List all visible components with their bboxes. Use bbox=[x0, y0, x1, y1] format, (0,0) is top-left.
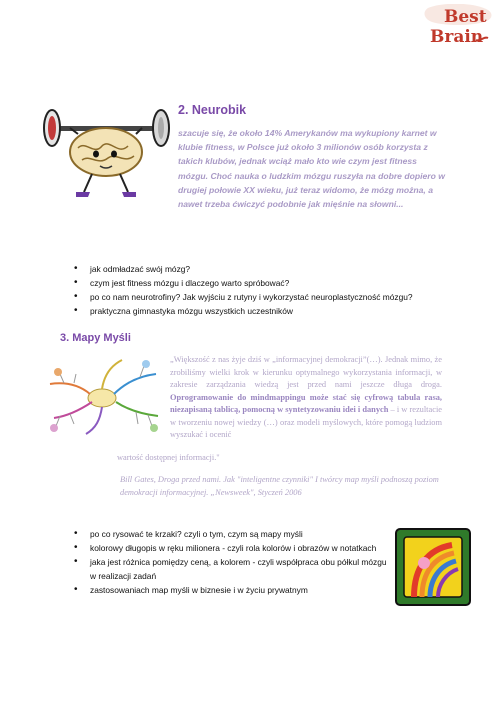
svg-text:Brain: Brain bbox=[430, 27, 484, 47]
list-item: • po co nam neurotrofiny? Jak wyjściu z rutyny i wykorzystać neuroplastyczność mózgu? bbox=[74, 290, 454, 304]
section-3-quote: „Większość z nas żyje dziś w „informacyjnej demokracji”(…). Jednak mimo, że zrobiliśmy wielki krok w kierunku optymalnego wykorzystania informacji, w zakresie zarządzania wiedzą jest przed nami jeszcze długa droga. Oprogramowanie do mindmappingu może stać się cyfrową tabula rasa, niezapisaną tablicą, pomocną w syntetyzowaniu idei i danych – i w rezultacie w tworzeniu nowej wiedzy (…) oraz modeli myślowych, które pomogą ludziom wyszukać i ocenić bbox=[170, 355, 442, 439]
section-2-quote: szacuje się, że około 14% Amerykanów ma wykupiony karnet w klubie fitness, w Polsce już około 3 milionów osób korzysta z takich klubów, jednak wciąż mało kto wie czym jest fitness mózgu. Choć nauka o ludzkim mózgu ruszyła na dobre dopiero w drugiej połowie XX wieku, już teraz widomo, że mózg można, a nawet trzeba ćwiczyć podobnie jak mięśnie na słowni... bbox=[178, 128, 445, 210]
section-3-quote-end: wartość dostępnej informacji." bbox=[117, 453, 220, 462]
best-brain-logo bbox=[422, 4, 496, 48]
colorful-tv-illustration bbox=[394, 527, 472, 607]
section-2-bullet-list bbox=[74, 262, 454, 318]
mind-map-illustration bbox=[40, 354, 165, 439]
list-item: • jak odmładzać swój mózg? bbox=[74, 262, 454, 276]
section-3-citation: Bill Gates, Droga przed nami. Jak "inteligentne czynniki" I twórcy map myśli podnoszą poziom demokracji informacyjnej. „Newsweek", Styczeń 2006 bbox=[120, 475, 439, 497]
list-item: • kolorowy długopis w ręku milionera - czyli rola kolorów i obrazów w notatkach bbox=[74, 541, 394, 555]
list-item: • zastosowaniach map myśli w biznesie i w życiu prywatnym bbox=[74, 583, 394, 597]
svg-text:Best: Best bbox=[444, 7, 487, 27]
brain-lifting-barbell-illustration bbox=[38, 100, 174, 200]
list-item: • po co rysować te krzaki? czyli o tym, czym są mapy myśli bbox=[74, 527, 394, 541]
list-item: • praktyczna gimnastyka mózgu wszystkich uczestników bbox=[74, 304, 454, 318]
section-2-title: 2. Neurobik bbox=[178, 103, 247, 117]
list-item: • czym jest fitness mózgu i dlaczego warto spróbować? bbox=[74, 276, 454, 290]
section-3-bullet-list bbox=[74, 527, 394, 597]
list-item: • jaka jest różnica pomiędzy ceną, a kolorem - czyli współpraca obu półkul mózgu w realizacji zadań bbox=[74, 555, 394, 583]
section-3-title: 3. Mapy Myśli bbox=[60, 332, 131, 344]
